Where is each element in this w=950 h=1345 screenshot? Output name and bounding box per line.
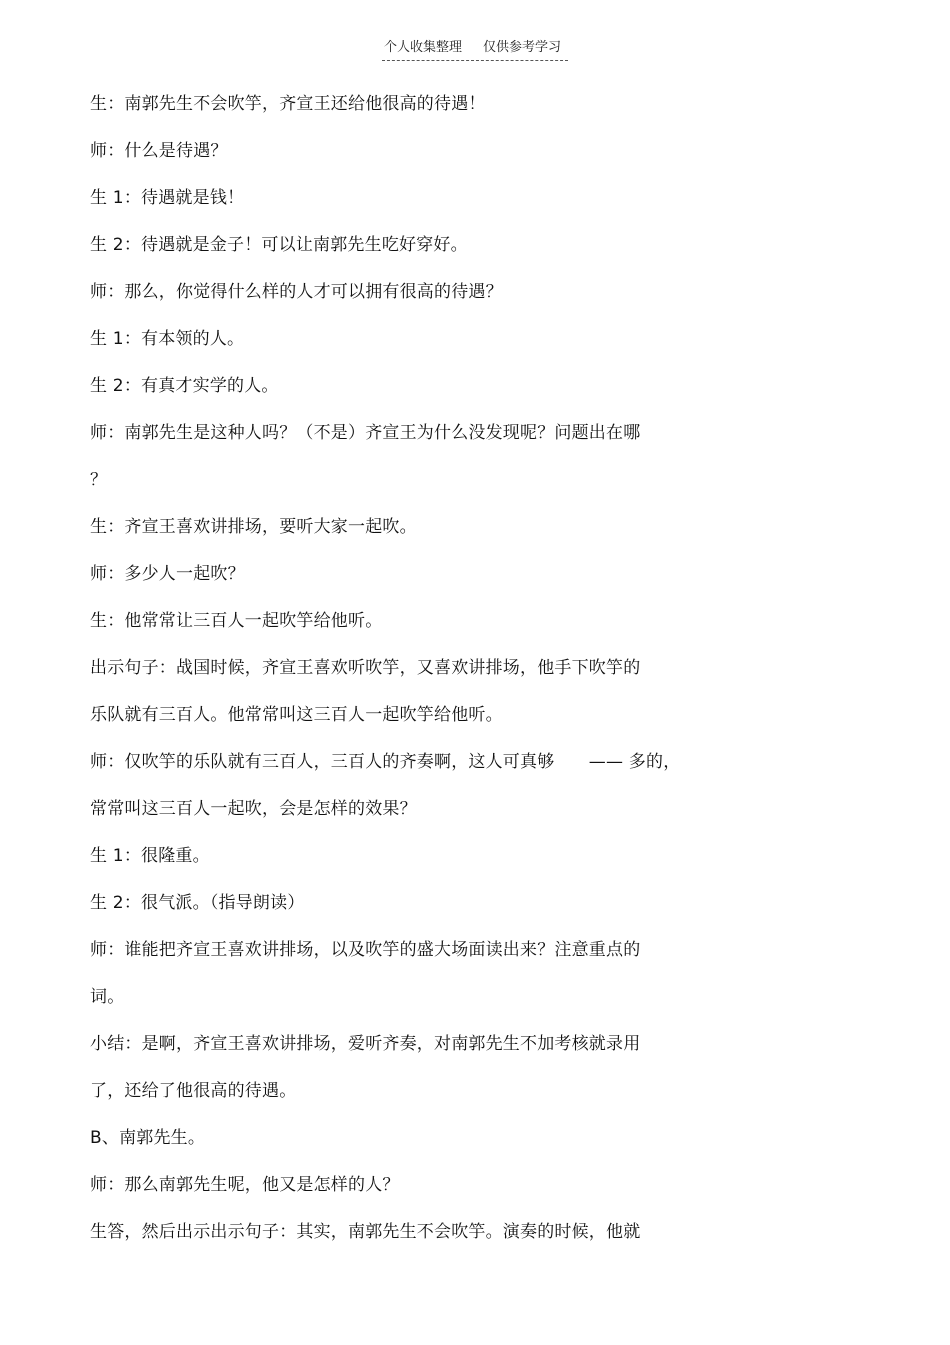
text-line: 生：齐宣王喜欢讲排场，要听大家一起吹。 [90, 517, 417, 537]
text-line: 师：仅吹竽的乐队就有三百人，三百人的齐奏啊，这人可真够 —— 多的， [90, 752, 681, 772]
text-line: 师：谁能把齐宣王喜欢讲排场，以及吹竽的盛大场面读出来？注意重点的 [90, 940, 641, 960]
text-line: 生答，然后出示出示句子：其实，南郭先生不会吹竽。演奏的时候，他就 [90, 1222, 641, 1242]
text-line: 生 2：待遇就是金子！可以让南郭先生吃好穿好。 [90, 235, 468, 255]
text-line: 了，还给了他很高的待遇。 [90, 1081, 297, 1101]
text-line: 师：南郭先生是这种人吗？（不是）齐宣王为什么没发现呢？问题出在哪 [90, 423, 641, 443]
text-line: B、南郭先生。 [90, 1128, 206, 1148]
text-line: 生：南郭先生不会吹竽，齐宣王还给他很高的待遇！ [90, 94, 486, 114]
text-line: 生 1：待遇就是钱！ [90, 188, 245, 208]
text-line: 生 2：很气派。（指导朗读） [90, 893, 305, 913]
text-line: 词。 [90, 987, 125, 1007]
text-line: 生 1：有本领的人。 [90, 329, 245, 349]
text-line: 生 2：有真才实学的人。 [90, 376, 279, 396]
text-line: 生：他常常让三百人一起吹竽给他听。 [90, 611, 383, 631]
header-right-text: 仅供参考学习 [483, 40, 562, 55]
text-line: 乐队就有三百人。他常常叫这三百人一起吹竽给他听。 [90, 705, 503, 725]
text-line: 小结：是啊，齐宣王喜欢讲排场，爱听齐奏，对南郭先生不加考核就录用 [90, 1034, 641, 1054]
text-line: 师：那么，你觉得什么样的人才可以拥有很高的待遇？ [90, 282, 503, 302]
text-line: 师：那么南郭先生呢，他又是怎样的人？ [90, 1175, 400, 1195]
text-line: 生 1：很隆重。 [90, 846, 210, 866]
document-body [90, 90, 730, 1265]
page-header [382, 38, 568, 61]
header-left-text: 个人收集整理 [384, 40, 463, 55]
text-line: ？ [90, 470, 108, 490]
text-line: 出示句子：战国时候，齐宣王喜欢听吹竽，又喜欢讲排场，他手下吹竽的 [90, 658, 641, 678]
text-line: 师：什么是待遇？ [90, 141, 228, 161]
text-line: 常常叫这三百人一起吹，会是怎样的效果？ [90, 799, 417, 819]
text-line: 师：多少人一起吹？ [90, 564, 245, 584]
